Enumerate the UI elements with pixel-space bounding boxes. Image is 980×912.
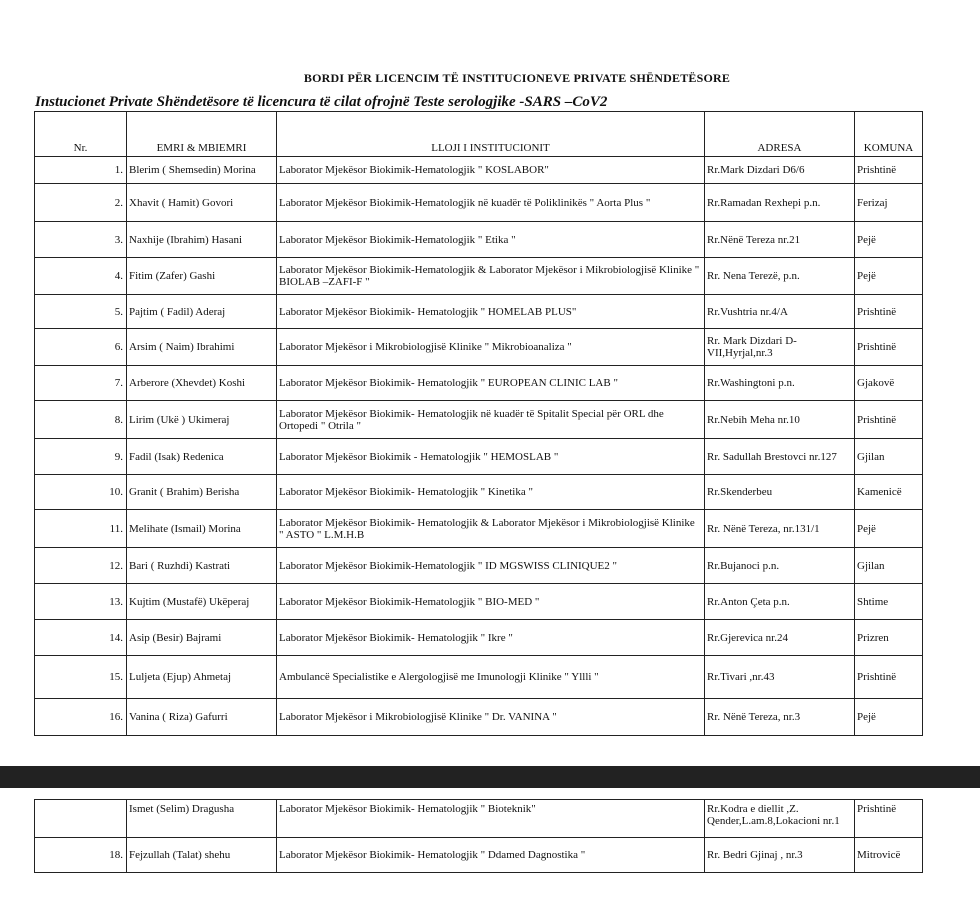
row-address: Rr.Ramadan Rexhepi p.n.	[705, 184, 855, 222]
row-address: Rr. Nënë Tereza, nr.3	[705, 699, 855, 736]
row-address: Rr.Nebih Meha nr.10	[705, 401, 855, 439]
row-municipality: Prizren	[855, 620, 923, 656]
row-type: Laborator Mjekësor Biokimik-Hematologjik " ID MGSWISS CLINIQUE2 "	[277, 548, 705, 584]
table-row	[35, 656, 923, 699]
document-title: BORDI PËR LICENCIM TË INSTITUCIONEVE PRIVATE SHËNDETËSORE	[303, 71, 731, 85]
row-nr: 1.	[35, 157, 127, 184]
table-row	[35, 620, 923, 656]
table-row	[35, 510, 923, 548]
row-type: Laborator Mjekësor Biokimik-Hematologjik & Laborator Mjekësor i Mikrobiologjisë Klinike " BIOLAB –ZAFI-F "	[277, 258, 705, 295]
table-row	[35, 258, 923, 295]
row-nr: 5.	[35, 295, 127, 329]
row-name: Pajtim ( Fadil) Aderaj	[127, 295, 277, 329]
row-nr: 10.	[35, 475, 127, 510]
row-municipality: Prishtinë	[855, 329, 923, 366]
licensed-institutions-table-continued	[34, 799, 923, 873]
row-municipality: Prishtinë	[855, 401, 923, 439]
row-nr: 4.	[35, 258, 127, 295]
row-type: Ambulancë Specialistike e Alergologjisë me Imunologji Klinike " Yllli "	[277, 656, 705, 699]
licensed-institutions-table	[34, 111, 923, 736]
row-name: Fadil (Isak) Redenica	[127, 439, 277, 475]
row-name: Arsim ( Naim) Ibrahimi	[127, 329, 277, 366]
header-nr: Nr.	[35, 112, 127, 157]
row-name: Fejzullah (Talat) shehu	[127, 838, 277, 873]
table-row	[35, 548, 923, 584]
row-type: Laborator Mjekësor Biokimik-Hematologjik " BIO-MED "	[277, 584, 705, 620]
row-nr: 12.	[35, 548, 127, 584]
row-address: Rr. Nënë Tereza, nr.131/1	[705, 510, 855, 548]
table-row	[35, 439, 923, 475]
header-type: LLOJI I INSTITUCIONIT	[277, 112, 705, 157]
table-row	[35, 800, 923, 838]
row-address: Rr. Nena Terezë, p.n.	[705, 258, 855, 295]
row-municipality: Prishtinë	[855, 157, 923, 184]
row-type: Laborator Mjekësor Biokimik-Hematologjik " KOSLABOR"	[277, 157, 705, 184]
row-type: Laborator Mjekësor i Mikrobiologjisë Klinike " Dr. VANINA "	[277, 699, 705, 736]
row-name: Bari ( Ruzhdi) Kastrati	[127, 548, 277, 584]
row-type: Laborator Mjekësor Biokimik- Hematologjik në kuadër të Spitalit Special për ORL dhe Ortopedi " Otrila "	[277, 401, 705, 439]
row-nr: 14.	[35, 620, 127, 656]
row-name: Arberore (Xhevdet) Koshi	[127, 366, 277, 401]
document-subtitle: Instucionet Private Shëndetësore të licencura të cilat ofrojnë Teste serologjike -SARS –CoV2	[35, 94, 608, 110]
row-address: Rr.Anton Çeta p.n.	[705, 584, 855, 620]
row-name: Melihate (Ismail) Morina	[127, 510, 277, 548]
row-name: Xhavit ( Hamit) Govori	[127, 184, 277, 222]
row-municipality: Prishtinë	[855, 800, 923, 838]
row-address: Rr.Mark Dizdari D6/6	[705, 157, 855, 184]
row-name: Luljeta (Ejup) Ahmetaj	[127, 656, 277, 699]
row-nr: 11.	[35, 510, 127, 548]
page-break-band	[0, 766, 980, 788]
row-nr: 6.	[35, 329, 127, 366]
row-municipality: Gjakovë	[855, 366, 923, 401]
table-row	[35, 222, 923, 258]
row-nr: 16.	[35, 699, 127, 736]
table-row	[35, 584, 923, 620]
row-type: Laborator Mjekësor Biokimik- Hematologjik " Ddamed Dagnostika "	[277, 838, 705, 873]
table-row	[35, 366, 923, 401]
row-address: Rr.Tivari ,nr.43	[705, 656, 855, 699]
row-type: Laborator Mjekësor Biokimik- Hematologjik " Bioteknik"	[277, 800, 705, 838]
row-type: Laborator Mjekësor Biokimik- Hematologjik " HOMELAB PLUS"	[277, 295, 705, 329]
header-address: ADRESA	[705, 112, 855, 157]
row-municipality: Pejë	[855, 699, 923, 736]
row-municipality: Pejë	[855, 510, 923, 548]
row-municipality: Pejë	[855, 222, 923, 258]
row-municipality: Ferizaj	[855, 184, 923, 222]
row-name: Naxhije (Ibrahim) Hasani	[127, 222, 277, 258]
table-row	[35, 184, 923, 222]
row-name: Asip (Besir) Bajrami	[127, 620, 277, 656]
table-header-row	[35, 112, 923, 157]
row-nr	[35, 800, 127, 838]
table-row	[35, 295, 923, 329]
row-nr: 7.	[35, 366, 127, 401]
row-municipality: Kamenicë	[855, 475, 923, 510]
row-nr: 13.	[35, 584, 127, 620]
row-nr: 9.	[35, 439, 127, 475]
table-row	[35, 475, 923, 510]
row-address: Rr.Nënë Tereza nr.21	[705, 222, 855, 258]
row-name: Granit ( Brahim) Berisha	[127, 475, 277, 510]
row-address: Rr.Bujanoci p.n.	[705, 548, 855, 584]
row-type: Laborator Mjekësor i Mikrobiologjisë Klinike " Mikrobioanaliza "	[277, 329, 705, 366]
row-address: Rr. Mark Dizdari D-VII,Hyrjal,nr.3	[705, 329, 855, 366]
row-type: Laborator Mjekësor Biokimik - Hematologjik " HEMOSLAB "	[277, 439, 705, 475]
row-address: Rr.Skenderbeu	[705, 475, 855, 510]
row-name: Vanina ( Riza) Gafurri	[127, 699, 277, 736]
row-municipality: Prishtinë	[855, 656, 923, 699]
row-name: Fitim (Zafer) Gashi	[127, 258, 277, 295]
row-municipality: Gjilan	[855, 439, 923, 475]
row-municipality: Mitrovicë	[855, 838, 923, 873]
header-municipality: KOMUNA	[855, 112, 923, 157]
row-type: Laborator Mjekësor Biokimik- Hematologjik " EUROPEAN CLINIC LAB "	[277, 366, 705, 401]
row-nr: 3.	[35, 222, 127, 258]
row-type: Laborator Mjekësor Biokimik- Hematologjik & Laborator Mjekësor i Mikrobiologjisë Klinike " ASTO " L.M.H.B	[277, 510, 705, 548]
table-row	[35, 329, 923, 366]
header-name: EMRI & MBIEMRI	[127, 112, 277, 157]
row-address: Rr. Sadullah Brestovci nr.127	[705, 439, 855, 475]
row-nr: 18.	[35, 838, 127, 873]
row-nr: 8.	[35, 401, 127, 439]
row-nr: 15.	[35, 656, 127, 699]
table-row	[35, 157, 923, 184]
row-address: Rr.Washingtoni p.n.	[705, 366, 855, 401]
table-row	[35, 838, 923, 873]
row-address: Rr.Kodra e diellit ,Z. Qender,L.am.8,Lokacioni nr.1	[705, 800, 855, 838]
row-municipality: Gjilan	[855, 548, 923, 584]
row-name: Lirim (Ukë ) Ukimeraj	[127, 401, 277, 439]
row-address: Rr.Gjerevica nr.24	[705, 620, 855, 656]
row-name: Blerim ( Shemsedin) Morina	[127, 157, 277, 184]
row-address: Rr.Vushtria nr.4/A	[705, 295, 855, 329]
row-municipality: Pejë	[855, 258, 923, 295]
row-municipality: Shtime	[855, 584, 923, 620]
row-municipality: Prishtinë	[855, 295, 923, 329]
row-name: Ismet (Selim) Dragusha	[127, 800, 277, 838]
row-type: Laborator Mjekësor Biokimik-Hematologjik në kuadër të Poliklinikës " Aorta Plus "	[277, 184, 705, 222]
table-row	[35, 401, 923, 439]
row-name: Kujtim (Mustafë) Ukëperaj	[127, 584, 277, 620]
row-nr: 2.	[35, 184, 127, 222]
table-row	[35, 699, 923, 736]
row-address: Rr. Bedri Gjinaj , nr.3	[705, 838, 855, 873]
row-type: Laborator Mjekësor Biokimik-Hematologjik " Etika "	[277, 222, 705, 258]
row-type: Laborator Mjekësor Biokimik- Hematologjik " Kinetika "	[277, 475, 705, 510]
row-type: Laborator Mjekësor Biokimik- Hematologjik " Ikre "	[277, 620, 705, 656]
